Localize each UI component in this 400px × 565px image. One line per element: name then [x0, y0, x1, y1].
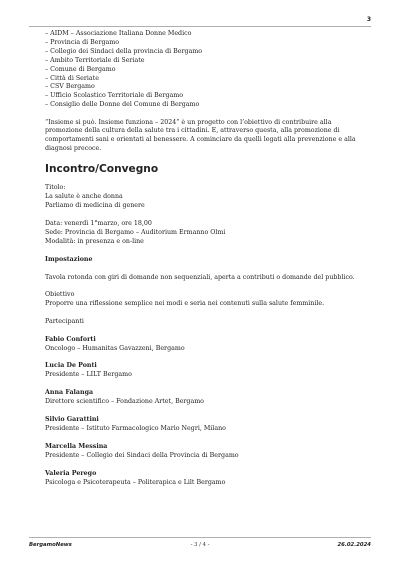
footer-source: BergamoNews: [29, 542, 72, 548]
partner-list: [45, 30, 363, 110]
intro-paragraph: “Insieme si può. Insieme funziona – 2024” è un progetto con l’obiettivo di contribuire alla promozione della cultura della salute tra i cittadini. E, attraverso questa, alla promozione di comportamenti sani e orientati al benessere. A cominciare da quelli legati alla prevenzione e alla diagnosi precoce.: [45, 118, 356, 153]
participant: [45, 470, 363, 488]
footer-date: 26.02.2024: [337, 542, 371, 548]
event-title: La salute è anche donna: [45, 193, 123, 201]
partner-item: – AIDM – Associazione Italiana Donne Medico: [45, 30, 192, 37]
participant-name: Lucia De Ponti: [45, 362, 97, 370]
participant: [45, 416, 363, 434]
event-mode: Modalità: in presenza e on-line: [45, 237, 144, 245]
title-label: Titolo:: [45, 184, 66, 192]
participant-name: Marcella Messina: [45, 442, 108, 450]
objective-label: Obiettivo: [45, 290, 75, 298]
participant-role: Presidente – Collegio dei Sindaci della Provincia di Bergamo: [45, 451, 239, 459]
footer-page-indicator: - 3 / 4 -: [190, 542, 210, 548]
participant: [45, 443, 363, 461]
participant: [45, 389, 363, 407]
header-divider: [29, 26, 371, 27]
event-subtitle: Parliamo di medicina di genere: [45, 201, 145, 209]
partner-item: – Città di Seriate: [45, 74, 99, 82]
objective-text: Proporre una riflessione semplice nei modi e seria nei contenuti sulla salute femminile.: [45, 299, 325, 307]
participants-label: Partecipanti: [45, 317, 84, 325]
event-details: [45, 220, 363, 247]
participant-role: Direttore scientifico – Fondazione Artet, Bergamo: [45, 398, 204, 406]
partner-item: – Comune di Bergamo: [45, 65, 116, 73]
event-venue: Sede: Provincia di Bergamo – Auditorium Ermanno Olmi: [45, 228, 226, 236]
partner-item: – Consiglio delle Donne del Comune di Bergamo: [45, 101, 200, 109]
participant-role: Presidente – Istituto Farmacologico Mario Negri, Milano: [45, 424, 226, 432]
article-body: [45, 30, 363, 488]
participant-role: Psicologa e Psicoterapeuta – Politerapica e Lilt Bergamo: [45, 478, 226, 486]
partner-item: – Ufficio Scolastico Territoriale di Bergamo: [45, 92, 184, 100]
participant-name: Valeria Perego: [45, 469, 97, 477]
partner-item: – CSV Bergamo: [45, 83, 95, 91]
setup-heading: Impostazione: [45, 255, 93, 263]
participant-name: Anna Falanga: [45, 389, 94, 397]
participant-role: Presidente – LILT Bergamo: [45, 371, 132, 379]
section-title: Incontro/Convegno: [45, 163, 159, 176]
participant-name: Fabio Conforti: [45, 335, 96, 343]
page-number: 3: [366, 16, 371, 23]
participant-name: Silvio Garattini: [45, 416, 99, 424]
title-block: [45, 184, 363, 211]
partner-item: – Collegio dei Sindaci della provincia di Bergamo: [45, 47, 203, 55]
setup-text: Tavola rotonda con giri di domande non sequenziali, aperta a contributi o domande del pubblico.: [45, 273, 355, 281]
page-footer: [29, 541, 371, 549]
participant: [45, 336, 363, 354]
partner-item: – Provincia di Bergamo: [45, 38, 120, 46]
event-date: Data: venerdì 1°marzo, ore 18,00: [45, 219, 152, 227]
participant: [45, 362, 363, 380]
partner-item: – Ambito Territoriale di Seriate: [45, 56, 145, 64]
participant-role: Oncologo – Humanitas Gavazzeni, Bergamo: [45, 344, 185, 352]
footer-divider: [29, 537, 371, 538]
